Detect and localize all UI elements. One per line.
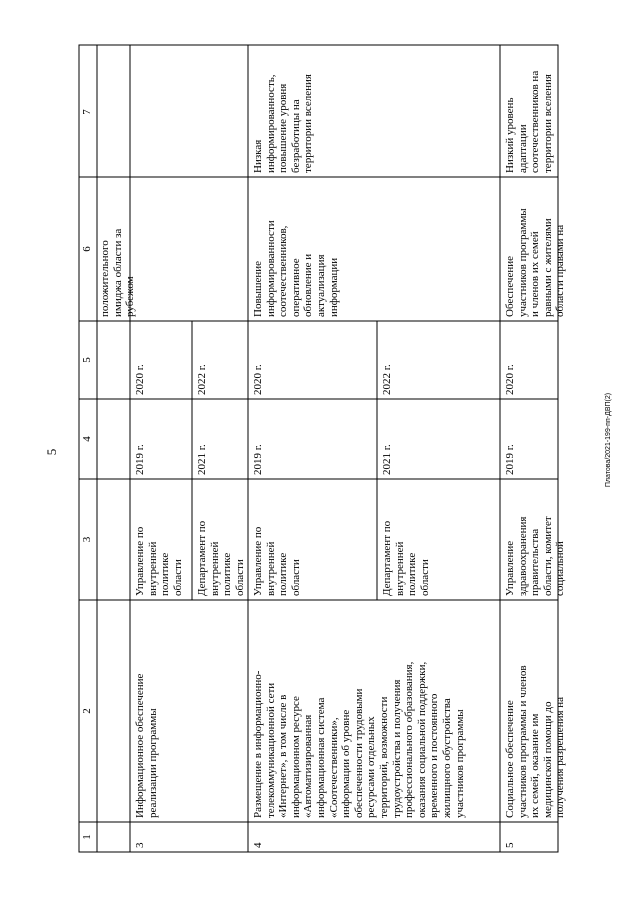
row-3-start-a: 2019 г. (134, 444, 146, 475)
row-4-start-a: 2019 г. (252, 444, 264, 475)
col-header-5: 5 (81, 357, 93, 363)
row-5-number: 5 (504, 842, 516, 848)
row-3-number: 3 (134, 842, 146, 848)
document-stamp: Платова/2021-199-пп-ДВП(2) (605, 392, 612, 488)
row-5-measure: Социальное обеспечение участников программы и членов их семей, оказание им медицинской помощи до получения разрешения на (504, 665, 567, 818)
col-header-2: 2 (81, 708, 93, 714)
row-5-executor-a: Управление здравоохранения правительства области, комитет социальной (504, 516, 567, 596)
row-4-executor-a: Управление по внутренней политике области (252, 526, 302, 596)
col-header-1: 1 (81, 834, 93, 840)
row-3-start-b: 2021 г. (196, 444, 208, 475)
row-5-start-a: 2019 г. (504, 444, 516, 475)
row-4-number: 4 (252, 842, 264, 848)
col-header-3: 3 (81, 536, 93, 543)
row-3-end-b: 2022 г. (196, 364, 208, 395)
col-header-7: 7 (81, 109, 93, 115)
row-3-executor-a: Управление по внутренней политике области (134, 526, 184, 596)
row-4-risk: Низкая информированность, повышение уровня безработицы на территории вселения (252, 74, 315, 173)
page-number: 5 (44, 448, 59, 456)
row-4-start-b: 2021 г. (381, 444, 393, 475)
row-4-executor-b: Департамент по внутренней политике области (381, 520, 431, 596)
col-header-4: 4 (81, 436, 93, 442)
row-4-end-a: 2020 г. (252, 364, 264, 395)
row-5-result: Обеспечение участников программы и членов их семей равными с жителями области правами на (504, 208, 567, 317)
row-4-result: Повышение информированности соотечественников, оперативное обновление и актуализация информации (252, 220, 340, 317)
col-header-6: 6 (81, 246, 93, 252)
row-5-end-a: 2020 г. (504, 364, 516, 395)
row-3-result-continuation: положительного имиджа области за рубежом (99, 228, 137, 317)
row-3-executor-b: Департамент по внутренней политике области (196, 520, 246, 596)
row-4-measure: Размещение в информационно- телекоммуникационной сети «Интернет», в том числе в информационном ресурсе «Автоматизированная информационная система «Соотечественники», информации об уровне обеспеченности трудовыми ресурсами отдельных территорий, возможности трудоустройства и получения профессионального образования, оказания социальной поддержки, временного и постоянного жилищного обустройства участников программы (252, 661, 466, 818)
row-4-end-b: 2022 г. (381, 364, 393, 395)
row-5-risk: Низкий уровень адаптации соотечественников на территории вселения (504, 70, 554, 173)
row-3-measure: Информационное обеспечение реализации программы (134, 673, 159, 818)
row-3-end-a: 2020 г. (134, 364, 146, 395)
